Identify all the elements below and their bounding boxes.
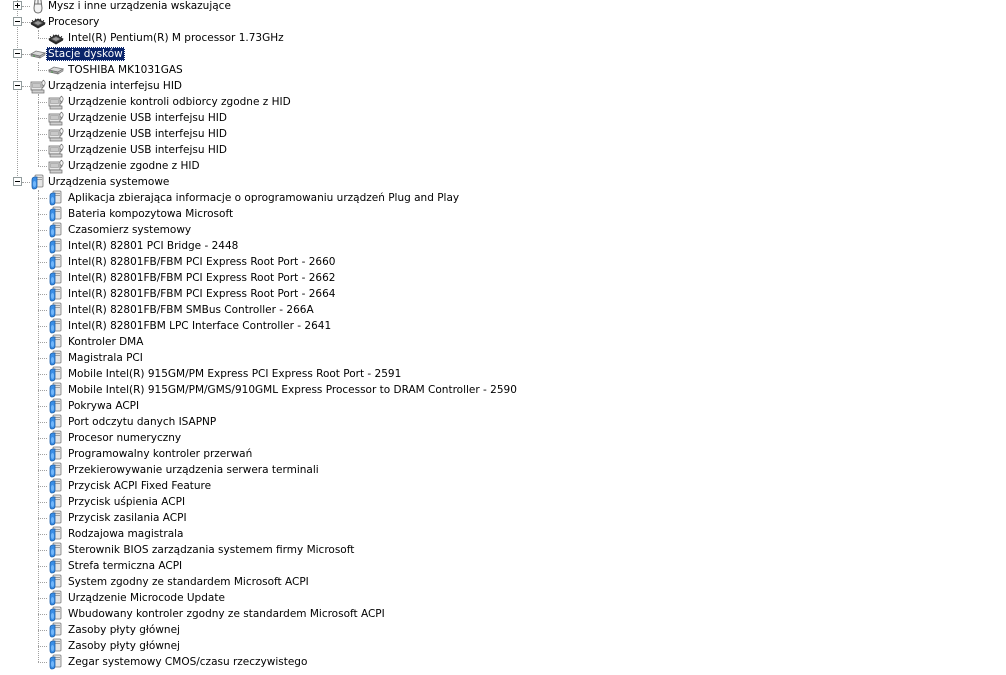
hid-icon [48, 158, 64, 174]
device-row[interactable] [0, 158, 1006, 174]
tree-connector [38, 278, 47, 279]
system-device-icon [48, 286, 64, 302]
device-label[interactable]: System zgodny ze standardem Microsoft ACPI [68, 576, 309, 588]
processor-icon [48, 30, 64, 46]
tree-connector [22, 182, 30, 183]
system-device-icon [48, 430, 64, 446]
device-row[interactable] [0, 494, 1006, 510]
hid-icon [30, 78, 46, 94]
device-row[interactable] [0, 558, 1006, 574]
device-label[interactable]: Wbudowany kontroler zgodny ze standardem Microsoft ACPI [68, 608, 385, 620]
category-row-hid[interactable] [0, 78, 1006, 94]
category-row-processors[interactable] [0, 14, 1006, 30]
system-device-icon [48, 270, 64, 286]
system-device-icon [48, 366, 64, 382]
device-label[interactable]: Intel(R) 82801FB/FBM PCI Express Root Port - 2664 [68, 288, 336, 300]
category-label-system-devices[interactable]: Urządzenia systemowe [48, 176, 170, 188]
device-label[interactable]: Urządzenie kontroli odbiorcy zgodne z HID [68, 96, 291, 108]
device-row[interactable] [0, 654, 1006, 670]
tree-connector [38, 582, 47, 583]
tree-connector [38, 422, 47, 423]
device-label[interactable]: Intel(R) Pentium(R) M processor 1.73GHz [68, 32, 284, 44]
tree-connector [38, 502, 47, 503]
tree-connector [38, 166, 47, 167]
tree-connector [38, 246, 47, 247]
device-row[interactable] [0, 574, 1006, 590]
tree-connector [38, 566, 47, 567]
device-label[interactable]: Zegar systemowy CMOS/czasu rzeczywistego [68, 656, 308, 668]
tree-connector [38, 118, 47, 119]
hid-icon [48, 142, 64, 158]
device-label[interactable]: Procesor numeryczny [68, 432, 182, 444]
tree-connector [38, 62, 39, 70]
tree-connector [38, 550, 47, 551]
device-label[interactable]: Sterownik BIOS zarządzania systemem firmy Microsoft [68, 544, 355, 556]
tree-connector [38, 358, 47, 359]
device-row[interactable] [0, 366, 1006, 382]
system-device-icon [48, 558, 64, 574]
category-row-mouse[interactable] [0, 0, 1006, 14]
tree-connector [38, 94, 39, 166]
tree-connector [38, 150, 47, 151]
tree-connector [38, 294, 47, 295]
category-label-mouse[interactable]: Mysz i inne urządzenia wskazujące [48, 0, 231, 12]
tree-connector [38, 134, 47, 135]
system-device-icon [48, 494, 64, 510]
device-label[interactable]: Intel(R) 82801FB/FBM SMBus Controller - 266A [68, 304, 314, 316]
tree-connector [38, 390, 47, 391]
device-row[interactable] [0, 478, 1006, 494]
system-device-icon [48, 622, 64, 638]
tree-connector [22, 86, 30, 87]
device-label[interactable]: Magistrala PCI [68, 352, 143, 364]
device-row[interactable] [0, 590, 1006, 606]
device-row[interactable] [0, 430, 1006, 446]
device-row[interactable] [0, 302, 1006, 318]
tree-connector [38, 262, 47, 263]
system-device-icon [48, 590, 64, 606]
device-label[interactable]: Port odczytu danych ISAPNP [68, 416, 217, 428]
system-device-icon [48, 638, 64, 654]
device-label[interactable]: Rodzajowa magistrala [68, 528, 184, 540]
tree-connector [38, 630, 47, 631]
collapse-button-disk-drives[interactable] [13, 49, 22, 58]
collapse-button-hid[interactable] [13, 81, 22, 90]
hid-icon [48, 110, 64, 126]
system-device-icon [48, 510, 64, 526]
device-label[interactable]: Pokrywa ACPI [68, 400, 140, 412]
device-row[interactable] [0, 94, 1006, 110]
device-row[interactable] [0, 238, 1006, 254]
device-row[interactable] [0, 110, 1006, 126]
device-row[interactable] [0, 318, 1006, 334]
system-device-icon [30, 174, 46, 190]
device-row[interactable] [0, 382, 1006, 398]
device-label[interactable]: Intel(R) 82801FBM LPC Interface Controller - 2641 [68, 320, 332, 332]
system-device-icon [48, 206, 64, 222]
device-row[interactable] [0, 638, 1006, 654]
collapse-button-processors[interactable] [13, 17, 22, 26]
hid-icon [48, 94, 64, 110]
hid-icon [48, 126, 64, 142]
system-device-icon [48, 446, 64, 462]
device-row[interactable] [0, 510, 1006, 526]
device-label[interactable]: Urządzenie USB interfejsu HID [68, 144, 227, 156]
tree-connector [38, 214, 47, 215]
category-row-system-devices[interactable] [0, 174, 1006, 190]
device-label[interactable]: Intel(R) 82801FB/FBM PCI Express Root Port - 2660 [68, 256, 336, 268]
tree-connector [38, 70, 47, 71]
system-device-icon [48, 574, 64, 590]
tree-connector [38, 406, 47, 407]
disk-drive-icon [30, 46, 46, 62]
collapse-button-system-devices[interactable] [13, 177, 22, 186]
device-label[interactable]: Mobile Intel(R) 915GM/PM Express PCI Express Root Port - 2591 [68, 368, 402, 380]
device-label[interactable]: Aplikacja zbierająca informacje o oprogramowaniu urządzeń Plug and Play [68, 192, 460, 204]
device-row[interactable] [0, 126, 1006, 142]
system-device-icon [48, 254, 64, 270]
mouse-icon [30, 0, 46, 14]
category-label-hid[interactable]: Urządzenia interfejsu HID [48, 80, 183, 92]
device-row[interactable] [0, 30, 1006, 46]
system-device-icon [48, 654, 64, 670]
tree-connector [38, 374, 47, 375]
device-row[interactable] [0, 270, 1006, 286]
tree-connector [38, 454, 47, 455]
category-row-disk-drives[interactable] [0, 46, 1006, 62]
processor-icon [30, 14, 46, 30]
tree-connector [38, 438, 47, 439]
system-device-icon [48, 542, 64, 558]
category-label-processors[interactable]: Procesory [48, 16, 100, 28]
tree-connector [38, 534, 47, 535]
device-row[interactable] [0, 398, 1006, 414]
system-device-icon [48, 382, 64, 398]
device-row[interactable] [0, 542, 1006, 558]
device-label[interactable]: Urządzenie USB interfejsu HID [68, 112, 227, 124]
expand-button-mouse[interactable] [13, 1, 22, 10]
device-row[interactable] [0, 622, 1006, 638]
tree-connector [38, 470, 47, 471]
device-label[interactable]: Intel(R) 82801 PCI Bridge - 2448 [68, 240, 239, 252]
device-row[interactable] [0, 526, 1006, 542]
device-label[interactable]: Mobile Intel(R) 915GM/PM/GMS/910GML Express Processor to DRAM Controller - 2590 [68, 384, 517, 396]
tree-connector [38, 662, 47, 663]
system-device-icon [48, 350, 64, 366]
device-row[interactable] [0, 254, 1006, 270]
device-row[interactable] [0, 350, 1006, 366]
device-row[interactable] [0, 222, 1006, 238]
tree-connector [22, 54, 30, 55]
device-label[interactable]: Bateria kompozytowa Microsoft [68, 208, 234, 220]
tree-connector [38, 518, 47, 519]
system-device-icon [48, 318, 64, 334]
device-label[interactable]: Przycisk ACPI Fixed Feature [68, 480, 212, 492]
system-device-icon [48, 526, 64, 542]
category-label-disk-drives[interactable]: Stacje dysków [48, 48, 123, 60]
system-device-icon [48, 238, 64, 254]
device-row[interactable] [0, 206, 1006, 222]
tree-connector [38, 310, 47, 311]
tree-connector [38, 486, 47, 487]
system-device-icon [48, 302, 64, 318]
tree-connector [22, 6, 30, 7]
device-row[interactable] [0, 142, 1006, 158]
system-device-icon [48, 414, 64, 430]
device-row[interactable] [0, 414, 1006, 430]
tree-connector [38, 190, 39, 662]
device-row[interactable] [0, 62, 1006, 78]
system-device-icon [48, 398, 64, 414]
device-label[interactable]: Przekierowywanie urządzenia serwera terminali [68, 464, 319, 476]
device-label[interactable]: Przycisk uśpienia ACPI [68, 496, 186, 508]
tree-connector [38, 198, 47, 199]
device-label[interactable]: Urządzenie Microcode Update [68, 592, 225, 604]
tree-connector [38, 614, 47, 615]
device-label[interactable]: Przycisk zasilania ACPI [68, 512, 187, 524]
device-label[interactable]: Kontroler DMA [68, 336, 144, 348]
device-row[interactable] [0, 190, 1006, 206]
device-row[interactable] [0, 334, 1006, 350]
tree-connector [38, 342, 47, 343]
tree-connector [38, 102, 47, 103]
device-label[interactable]: Urządzenie zgodne z HID [68, 160, 200, 172]
device-label[interactable]: Zasoby płyty głównej [68, 640, 180, 652]
device-label[interactable]: TOSHIBA MK1031GAS [68, 64, 183, 76]
device-row[interactable] [0, 606, 1006, 622]
tree-connector [38, 598, 47, 599]
device-label[interactable]: Urządzenie USB interfejsu HID [68, 128, 227, 140]
system-device-icon [48, 478, 64, 494]
system-device-icon [48, 334, 64, 350]
system-device-icon [48, 606, 64, 622]
tree-connector [38, 646, 47, 647]
system-device-icon [48, 222, 64, 238]
device-label[interactable]: Strefa termiczna ACPI [68, 560, 183, 572]
device-label[interactable]: Intel(R) 82801FB/FBM PCI Express Root Port - 2662 [68, 272, 336, 284]
tree-connector [38, 30, 39, 38]
device-label[interactable]: Czasomierz systemowy [68, 224, 192, 236]
device-row[interactable] [0, 446, 1006, 462]
system-device-icon [48, 462, 64, 478]
tree-connector [38, 38, 47, 39]
device-row[interactable] [0, 462, 1006, 478]
device-label[interactable]: Zasoby płyty głównej [68, 624, 180, 636]
tree-connector [38, 230, 47, 231]
tree-connector [38, 326, 47, 327]
disk-drive-icon [48, 62, 64, 78]
tree-connector [22, 22, 30, 23]
device-label[interactable]: Programowalny kontroler przerwań [68, 448, 253, 460]
system-device-icon [48, 190, 64, 206]
device-row[interactable] [0, 286, 1006, 302]
